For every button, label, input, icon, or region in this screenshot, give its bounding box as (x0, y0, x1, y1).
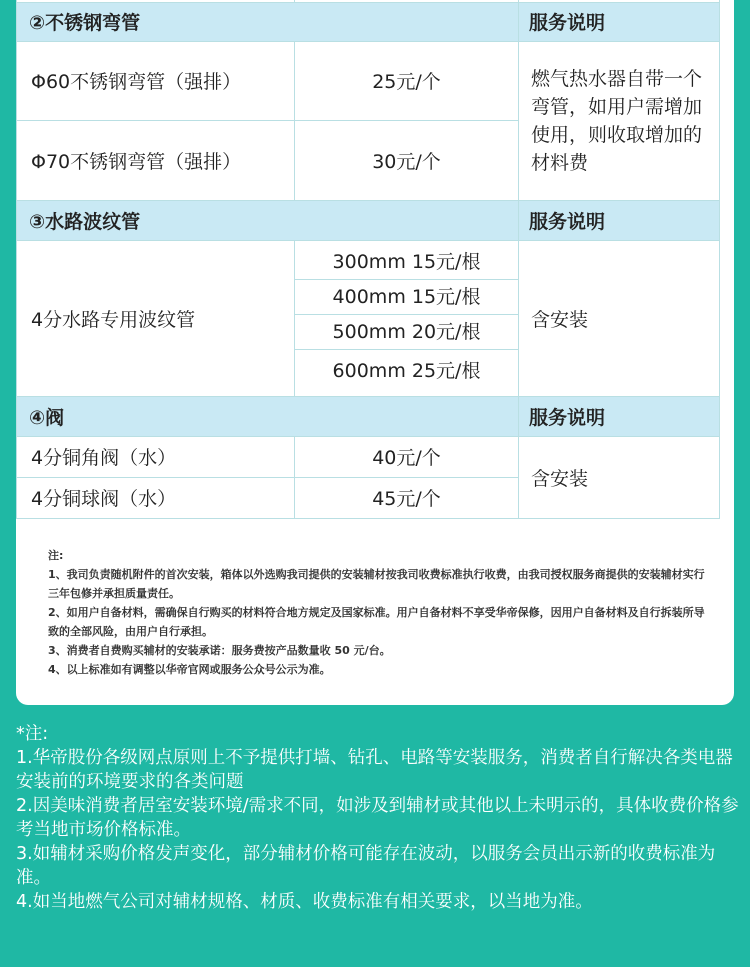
price-table (16, 0, 720, 519)
price-option: 400mm 15元/根 (295, 280, 518, 315)
notes-title: 注: (48, 549, 64, 562)
section-header-row (17, 2, 720, 41)
footer-item: 1.华帝股份各级网点原则上不予提供打墙、钻孔、电路等安装服务，消费者自行解决各类电器安装前的环境要求的各类问题 (16, 748, 733, 792)
section-title: ②不锈钢弯管 (17, 2, 519, 41)
service-note: 含安装 (519, 240, 720, 396)
item-price: 25元/个 (295, 41, 519, 120)
note-item: 4、以上标准如有调整以华帝官网或服务公众号公示为准。 (48, 663, 331, 676)
item-name: 4分铜角阀（水） (17, 436, 295, 477)
price-options (295, 240, 519, 396)
item-name: 4分铜球阀（水） (17, 477, 295, 518)
item-price: 40元/个 (295, 436, 519, 477)
item-price: 45元/个 (295, 477, 519, 518)
item-price: 30元/个 (295, 120, 519, 200)
service-header: 服务说明 (519, 396, 720, 436)
service-header: 服务说明 (519, 200, 720, 240)
service-note: 含安装 (519, 436, 720, 518)
notes-block (48, 546, 708, 679)
footer-title: *注: (16, 724, 49, 744)
item-name: 4分水路专用波纹管 (17, 240, 295, 396)
item-name: Φ60不锈钢弯管（强排） (17, 41, 295, 120)
table-row (17, 41, 720, 120)
table-row (17, 240, 720, 396)
note-item: 1、我司负责随机附件的首次安装，箱体以外选购我司提供的安装辅材按我司收费标准执行收费，由我司授权服务商提供的安装辅材实行三年包修并承担质量责任。 (48, 568, 705, 600)
price-option: 300mm 15元/根 (295, 245, 518, 280)
section-title: ③水路波纹管 (17, 200, 519, 240)
section-header-row (17, 396, 720, 436)
service-header: 服务说明 (519, 2, 720, 41)
price-option: 500mm 20元/根 (295, 315, 518, 350)
section-header-row (17, 200, 720, 240)
footer-item: 3.如辅材采购价格发声变化，部分辅材价格可能存在波动，以服务会员出示新的收费标准为准。 (16, 844, 716, 888)
note-item: 2、如用户自备材料，需确保自行购买的材料符合地方规定及国家标准。用户自备材料不享受华帝保修，因用户自备材料及自行拆装所导致的全部风险，由用户自行承担。 (48, 606, 705, 638)
price-option: 600mm 25元/根 (332, 359, 481, 382)
footer-item: 4.如当地燃气公司对辅材规格、材质、收费标准有相关要求，以当地为准。 (16, 892, 593, 912)
note-item: 3、消费者自费购买辅材的安装承诺：服务费按产品数量收 50 元/台。 (48, 644, 391, 657)
table-row (17, 436, 720, 477)
footer-notes (16, 722, 741, 914)
item-name: Φ70不锈钢弯管（强排） (17, 120, 295, 200)
service-note: 燃气热水器自带一个弯管，如用户需增加使用，则收取增加的材料费 (519, 41, 720, 200)
footer-item: 2.因美味消费者居室安装环境/需求不同，如涉及到辅材或其他以上未明示的，具体收费价格参考当地市场价格标准。 (16, 796, 739, 840)
section-title: ④阀 (17, 396, 519, 436)
